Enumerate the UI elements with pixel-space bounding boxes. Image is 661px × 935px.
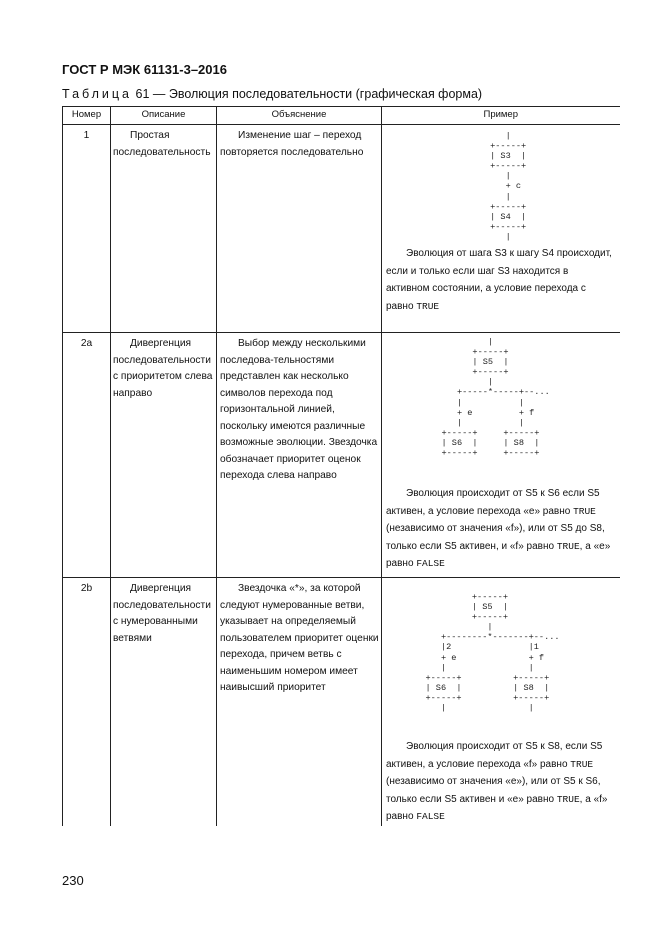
- note-text: Эволюция от шага S3 к шагу S4 происходит, если и только если шаг S3 находится в активном состоянии, а условие перехода с равно: [386, 248, 612, 312]
- row-number: 1: [63, 125, 111, 333]
- row-explanation: Выбор между несколькими последова-тельностями представлен как несколько символов перехода под горизонтальной линией, поскольку имеются различные возможные эволюции. Звездочка обозначает приоритет оценок перехода слева направо: [220, 338, 378, 481]
- caption-label: Таблица: [62, 87, 133, 101]
- table-row: [63, 125, 620, 333]
- caption-text: 61 — Эволюция последовательности (графическая форма): [135, 87, 483, 101]
- column-header-number: Номер: [63, 107, 111, 125]
- row-explanation: Звездочка «*», за которой следуют нумерованные ветви, указывает на определяемый пользователем приоритет оценки перехода, причем ветвь с наименьшим номером имеет наивысший приоритет: [220, 583, 379, 693]
- keyword-literal: TRUE: [556, 540, 580, 552]
- sequence-evolution-table: [62, 106, 620, 826]
- document-header: ГОСТ Р МЭК 61131-3–2016: [62, 62, 227, 77]
- row-description: Простая последовательность: [113, 130, 211, 158]
- row-explanation: Изменение шаг – переход повторяется последовательно: [220, 130, 364, 158]
- table-row: [63, 333, 620, 578]
- column-header-explanation: Объяснение: [217, 107, 382, 125]
- note-text: (независимо от значения «f»), или от S5 до S8, только если S5 активен, и «f» равно: [386, 523, 605, 552]
- keyword-literal: FALSE: [416, 558, 445, 569]
- note-text: , а «f» равно: [386, 793, 608, 822]
- note-text: , а «е» равно: [386, 540, 611, 569]
- keyword-literal: TRUE: [416, 300, 440, 312]
- example-note: [382, 485, 620, 573]
- row-number: 2b: [63, 578, 111, 826]
- table-caption: [62, 87, 482, 101]
- sfc-diagram: +-----+ | S5 | +-----+ | +--------*-------+--... |2 |1 + e + f | | +-----+ +-----+ | S6 | | S8 | +-----+ +-----+ | |: [425, 592, 560, 714]
- example-note: [382, 738, 620, 826]
- keyword-literal: TRUE: [573, 505, 596, 517]
- column-header-example: Пример: [382, 107, 620, 125]
- row-description: Дивергенция последовательности с нумерованными ветвями: [113, 583, 211, 644]
- page-number: 230: [62, 873, 84, 888]
- row-number: 2a: [63, 333, 111, 578]
- sfc-diagram: | +-----+ | S3 | +-----+ | + c | +-----+ | S4 | +-----+ |: [490, 131, 527, 242]
- keyword-literal: TRUE: [570, 758, 594, 770]
- note-text: Эволюция происходит от S5 к S6 если S5 активен, а условие перехода «е» равно: [386, 488, 600, 517]
- column-header-description: Описание: [111, 107, 217, 125]
- note-text: Эволюция происходит от S5 к S8, если S5 активен, а условие перехода «f» равно: [386, 741, 603, 770]
- note-text: (независимо от значения «е»), или от S5 к S6, только если S5 активен и «е» равно: [386, 776, 601, 805]
- example-note: [382, 245, 620, 315]
- keyword-literal: FALSE: [416, 811, 445, 822]
- row-description: Дивергенция последовательности с приоритетом слева направо: [113, 338, 213, 399]
- sfc-diagram: | +-----+ | S5 | +-----+ | +-----*-----+--... | | + e + f | | +-----+ +-----+ | S6 | | S8 | +-----+ +-----+: [441, 337, 550, 459]
- table-row: [63, 578, 620, 826]
- table-header-row: [63, 107, 620, 125]
- keyword-literal: TRUE: [556, 793, 580, 805]
